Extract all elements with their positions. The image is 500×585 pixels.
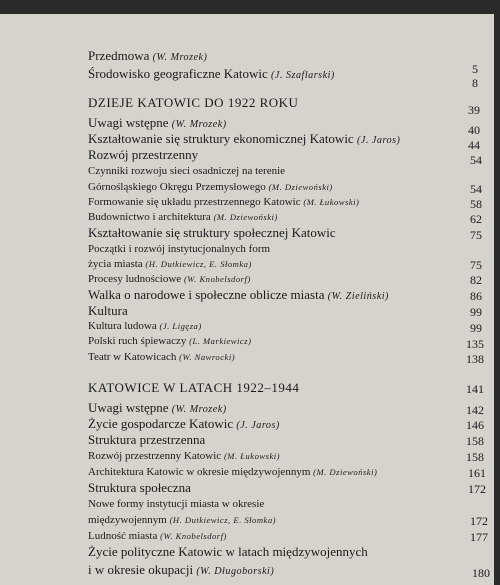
toc-entry — [88, 181, 333, 193]
entry-author: (J. Jaros) — [356, 135, 401, 146]
entry-author: (J. Szaflarski) — [271, 70, 335, 81]
entry-title: Formowanie się układu przestrzennego Katowic — [88, 196, 301, 208]
entry-title: Uwagi wstępne — [88, 115, 169, 130]
toc-entry — [88, 225, 336, 241]
entry-author: (W. Mrozek) — [171, 404, 227, 415]
entry-title: Życie polityczne Katowic w latach międzywojennych — [88, 544, 368, 559]
entry-author: (M. Łukowski) — [223, 451, 280, 461]
entry-author: (H. Dutkiewicz, E. Słomka) — [145, 259, 252, 269]
toc-entry — [88, 131, 400, 147]
page-number: 40 — [468, 123, 480, 137]
toc-entry — [88, 258, 252, 270]
toc-entry — [88, 335, 251, 347]
entry-author: (J. Jaros) — [236, 420, 280, 431]
entry-author: (M. Dziewoński) — [268, 182, 333, 192]
page-number: 158 — [466, 434, 484, 448]
entry-title: Polski ruch śpiewaczy — [88, 335, 187, 347]
page-number: 75 — [470, 228, 482, 242]
page-number: 146 — [466, 418, 484, 432]
toc-entry — [88, 48, 207, 64]
page-number: 44 — [468, 138, 480, 152]
toc-entry — [88, 115, 227, 131]
toc-entry — [88, 320, 202, 332]
entry-title: Kształtowanie się struktury społecznej Katowic — [88, 225, 336, 240]
entry-author: (W. Mrozek) — [152, 52, 208, 63]
entry-title: Budownictwo i architektura — [88, 211, 211, 223]
page-number: 172 — [470, 514, 488, 528]
entry-title: Procesy ludnościowe — [88, 273, 182, 285]
entry-author: (M. Dziewoński) — [213, 212, 278, 222]
entry-author: (W. Długoborski) — [196, 566, 275, 577]
page-number: 177 — [470, 530, 488, 544]
entry-author: (W. Mrozek) — [171, 119, 227, 130]
toc-entry — [88, 165, 285, 177]
toc-entry — [88, 514, 276, 526]
entry-title: Czynniki rozwoju sieci osadniczej na terenie — [88, 165, 286, 177]
toc-entry — [88, 287, 389, 303]
toc-entry — [88, 416, 280, 432]
entry-author: (W. Nawrocki) — [179, 352, 236, 362]
toc-entry — [88, 432, 205, 448]
entry-title: Początki i rozwój instytucjonalnych form — [88, 243, 271, 255]
toc-entry — [88, 450, 280, 462]
section-heading — [88, 380, 299, 396]
toc-entry — [88, 211, 278, 223]
entry-title: Teatr w Katowicach — [88, 351, 177, 363]
page-number: 158 — [466, 450, 484, 464]
page-number: 99 — [470, 305, 482, 319]
entry-author: (W. Knobelsdorf) — [160, 531, 227, 541]
entry-title: Przedmowa — [88, 48, 150, 63]
entry-author: (W. Knobelsdorf) — [183, 274, 251, 284]
toc-entry — [88, 466, 377, 478]
page-right-edge — [494, 0, 500, 585]
page-number: 62 — [470, 212, 482, 226]
toc-entry — [88, 400, 227, 416]
entry-title: Środowisko geograficzne Katowic — [88, 66, 268, 81]
page-number: 75 — [470, 258, 482, 272]
section-heading — [88, 95, 298, 111]
page-number: 141 — [466, 382, 484, 396]
page-number: 180 — [472, 566, 490, 580]
page-number: 138 — [466, 352, 484, 366]
toc-entry — [88, 544, 368, 560]
entry-title: Architektura Katowic w okresie międzywojennym — [88, 466, 311, 478]
entry-title: Struktura społeczna — [88, 480, 191, 495]
entry-title: Życie gospodarcze Katowic — [88, 416, 234, 431]
entry-title: Kształtowanie się struktury ekonomicznej Katowic — [88, 131, 354, 146]
page-top-edge — [0, 0, 500, 14]
toc-entry — [88, 351, 235, 363]
page-number: 86 — [470, 289, 482, 303]
entry-author: (M. Łukowski) — [303, 197, 360, 207]
toc-entry — [88, 196, 359, 208]
entry-title: Nowe formy instytucji miasta w okresie — [88, 498, 265, 510]
page-number: 8 — [472, 76, 478, 90]
entry-title: i w okresie okupacji — [88, 562, 194, 577]
entry-title: Rozwój przestrzenny Katowic — [88, 450, 222, 462]
entry-title: Rozwój przestrzenny — [88, 147, 199, 162]
toc-entry — [88, 66, 335, 82]
toc-entry — [88, 243, 270, 255]
toc-entry — [88, 480, 191, 496]
entry-title: DZIEJE KATOWIC DO 1922 ROKU — [88, 95, 299, 110]
toc-entry — [88, 530, 227, 542]
entry-author: (H. Dutkiewicz, E. Słomka) — [169, 515, 276, 525]
entry-author: (L. Markiewicz) — [189, 336, 252, 346]
page-number: 172 — [468, 482, 486, 496]
page-number: 5 — [472, 62, 478, 76]
page-number: 54 — [470, 182, 482, 196]
toc-entry — [88, 562, 274, 578]
page-number: 142 — [466, 403, 484, 417]
entry-title: Kultura ludowa — [88, 320, 157, 332]
toc-entry — [88, 147, 198, 163]
entry-title: KATOWICE W LATACH 1922–1944 — [88, 380, 300, 395]
page-number: 99 — [470, 321, 482, 335]
entry-title: Górnośląskiego Okręgu Przemysłowego — [88, 181, 266, 193]
page-number: 135 — [466, 337, 484, 351]
entry-title: Kultura — [88, 303, 128, 318]
page-number: 161 — [468, 466, 486, 480]
toc-entry — [88, 303, 128, 319]
entry-author: (W. Zieliński) — [327, 291, 389, 302]
entry-title: życia miasta — [88, 258, 143, 270]
entry-author: (J. Ligęza) — [159, 321, 202, 331]
entry-title: Struktura przestrzenna — [88, 432, 206, 447]
page-number: 54 — [470, 153, 482, 167]
entry-title: międzywojennym — [88, 514, 167, 526]
entry-author: (M. Dziewoński) — [313, 467, 378, 477]
entry-title: Ludność miasta — [88, 530, 158, 542]
entry-title: Uwagi wstępne — [88, 400, 169, 415]
toc-entry — [88, 273, 251, 285]
toc-entry — [88, 498, 264, 510]
entry-title: Walka o narodowe i społeczne oblicze miasta — [88, 287, 325, 302]
page-number: 39 — [468, 103, 480, 117]
page-number: 82 — [470, 273, 482, 287]
page-number: 58 — [470, 197, 482, 211]
